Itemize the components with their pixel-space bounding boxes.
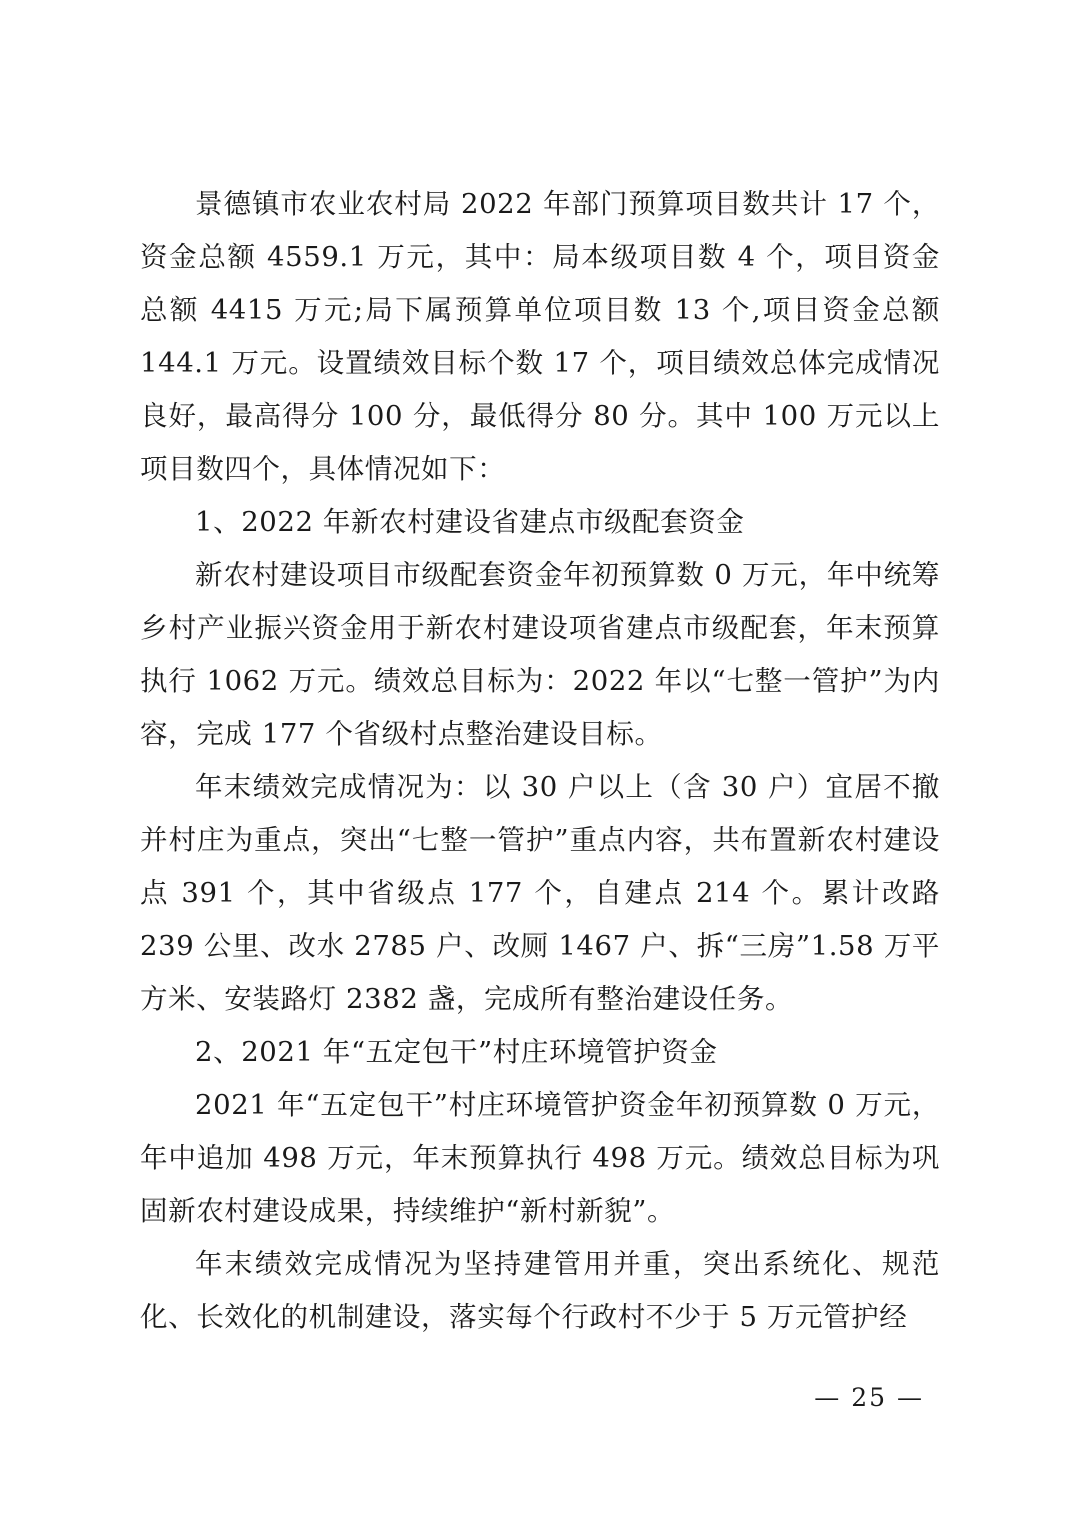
paragraph-item-1-budget: 新农村建设项目市级配套资金年初预算数 0 万元，年中统筹乡村产业振兴资金用于新农村建设项省建点市级配套，年末预算执行 1062 万元。绩效总目标为：2022 年以“七整一管护”为内容，完成 177 个省级村点整治建设目标。 [140,559,940,750]
paragraph-intro: 景德镇市农业农村局 2022 年部门预算项目数共计 17 个，资金总额 4559.1 万元，其中：局本级项目数 4 个，项目资金总额 4415 万元;局下属预算单位项目数 13 个,项目资金总额 144.1 万元。设置绩效目标个数 17 个，项目绩效总体完成情况良好，最高得分 100 分，最低得分 80 分。其中 100 万元以上项目数四个，具体情况如下： [140,188,940,485]
paragraph-item-1-result: 年末绩效完成情况为：以 30 户以上（含 30 户）宜居不撤并村庄为重点，突出“七整一管护”重点内容，共布置新农村建设点 391 个，其中省级点 177 个，自建点 214 个。累计改路 239 公里、改水 2785 户、改厕 1467 户、拆“三房”1.58 万平方米、安装路灯 2382 盏，完成所有整治建设任务。 [140,771,940,1015]
page-number: — 25 — [814,1383,924,1412]
document-body [140,178,940,1344]
paragraph-item-1-heading: 1、2022 年新农村建设省建点市级配套资金 [195,506,745,538]
paragraph-item-2-budget: 2021 年“五定包干”村庄环境管护资金年初预算数 0 万元，年中追加 498 万元，年末预算执行 498 万元。绩效总目标为巩固新农村建设成果，持续维护“新村新貌”。 [140,1089,940,1227]
paragraph-item-2-result: 年末绩效完成情况为坚持建管用并重，突出系统化、规范化、长效化的机制建设，落实每个行政村不少于 5 万元管护经 [140,1248,940,1333]
paragraph-item-2-heading: 2、2021 年“五定包干”村庄环境管护资金 [195,1036,718,1068]
